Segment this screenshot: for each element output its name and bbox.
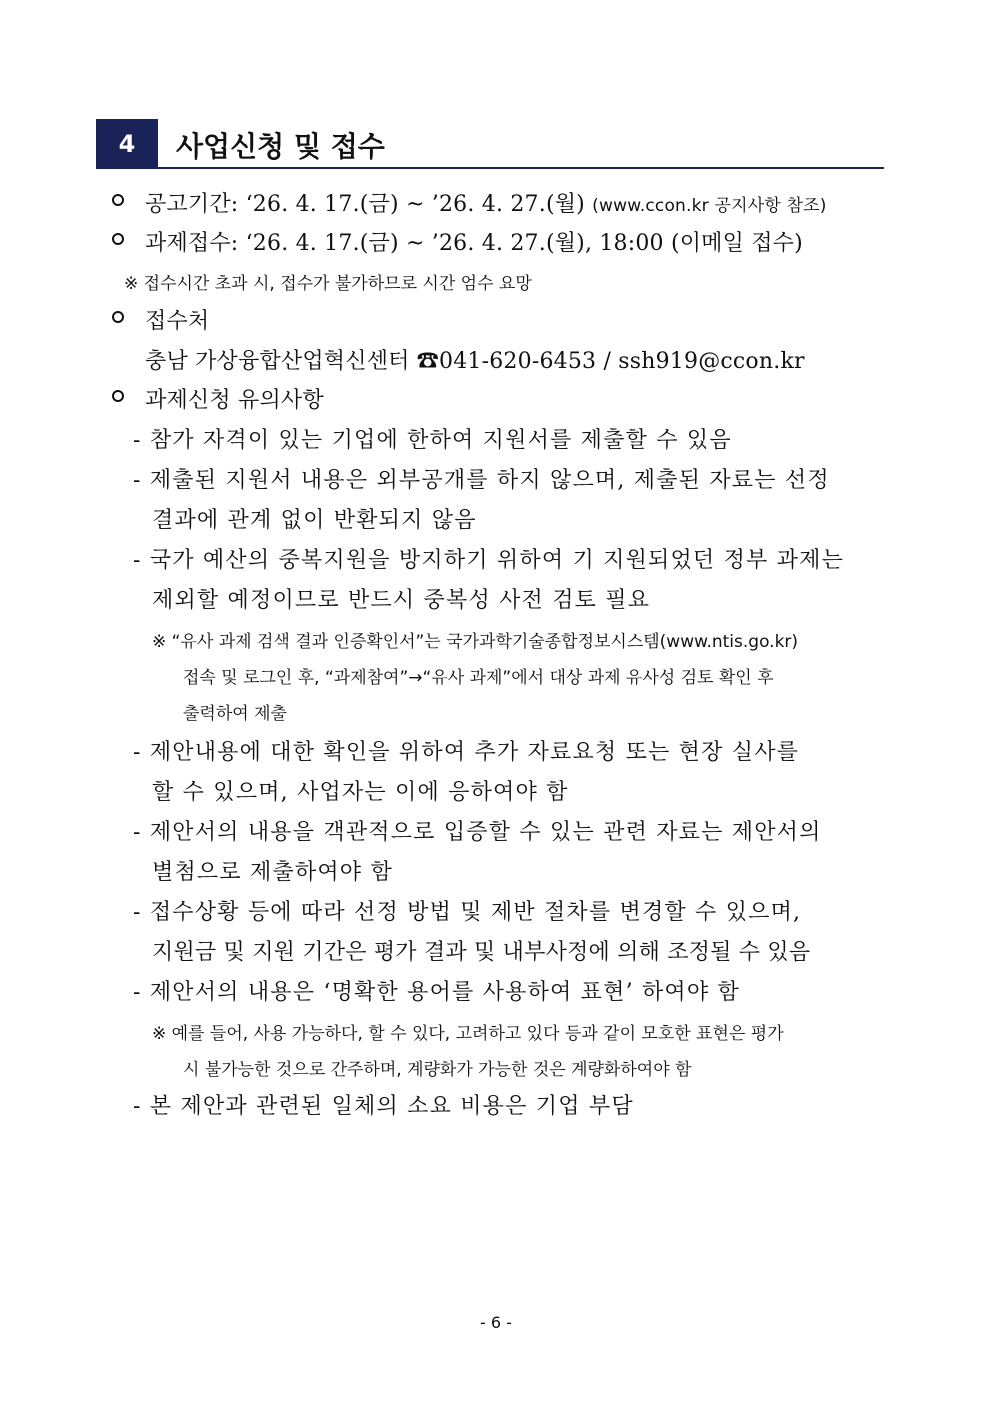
caution-line: 별첨으로 제출하여야 함: [152, 860, 393, 885]
page-number: - 6 -: [480, 1313, 512, 1332]
caution-note: ※ 예를 들어, 사용 가능하다, 할 수 있다, 고려하고 있다 등과 같이 모호한 표현은 평가: [152, 1024, 784, 1044]
office-label: 접수처: [145, 309, 210, 334]
header-underline: [158, 167, 884, 169]
caution-line: 할 수 있으며, 사업자는 이에 응하여야 함: [152, 780, 569, 805]
caution-line: 지원금 및 지원 기간은 평가 결과 및 내부사정에 의해 조정될 수 있음: [152, 940, 811, 965]
section-number: 4: [96, 119, 158, 169]
caution-note: 시 불가능한 것으로 간주하며, 계량화가 가능한 것은 계량화하여야 함: [183, 1060, 692, 1080]
caution-line: - 참가 자격이 있는 기업에 한하여 지원서를 제출할 수 있음: [133, 428, 732, 453]
caution-label: 과제신청 유의사항: [145, 388, 324, 413]
section-header: [96, 119, 884, 171]
receipt-label: 과제접수: ‘26. 4. 17.(금) ~ ’26. 4. 27.(월), 18:00 (이메일 접수): [145, 231, 803, 256]
period-label: 공고기간: ‘26. 4. 17.(금) ~ ’26. 4. 27.(월): [145, 192, 585, 217]
caution-note: 접속 및 로그인 후, “과제참여”→“유사 과제”에서 대상 과제 유사성 검토 확인 후: [183, 668, 774, 688]
period-item: [145, 187, 827, 218]
caution-note: ※ “유사 과제 검색 결과 인증확인서”는 국가과학기술종합정보시스템(www.ntis.go.kr): [152, 632, 799, 652]
bullet-circle-icon: [112, 233, 124, 245]
caution-line: 결과에 관계 없이 반환되지 않음: [152, 508, 477, 533]
bullet-circle-icon: [112, 194, 124, 206]
caution-line: - 제안서의 내용을 객관적으로 입증할 수 있는 관련 자료는 제안서의: [133, 820, 822, 845]
period-note: (www.ccon.kr 공지사항 참조): [592, 196, 827, 216]
caution-line: - 제출된 지원서 내용은 외부공개를 하지 않으며, 제출된 자료는 선정: [133, 468, 830, 493]
caution-line: - 제안내용에 대한 확인을 위하여 추가 자료요청 또는 현장 실사를: [133, 740, 800, 765]
office-detail: 충남 가상융합산업혁신센터 ☎041-620-6453 / ssh919@ccon.kr: [145, 349, 805, 374]
caution-line: - 제안서의 내용은 ‘명확한 용어를 사용하여 표현’ 하여야 함: [133, 980, 740, 1005]
receipt-note: ※ 접수시간 초과 시, 접수가 불가하므로 시간 엄수 요망: [124, 274, 532, 294]
caution-line: 제외할 예정이므로 반드시 중복성 사전 검토 필요: [152, 588, 651, 613]
bullet-circle-icon: [112, 311, 124, 323]
caution-line: - 접수상황 등에 따라 선정 방법 및 제반 절차를 변경할 수 있으며,: [133, 900, 802, 925]
caution-line: - 국가 예산의 중복지원을 방지하기 위하여 기 지원되었던 정부 과제는: [133, 548, 845, 573]
caution-line: - 본 제안과 관련된 일체의 소요 비용은 기업 부담: [133, 1094, 634, 1119]
section-title: 사업신청 및 접수: [176, 130, 385, 163]
bullet-circle-icon: [112, 390, 124, 402]
caution-note: 출력하여 제출: [183, 704, 287, 724]
